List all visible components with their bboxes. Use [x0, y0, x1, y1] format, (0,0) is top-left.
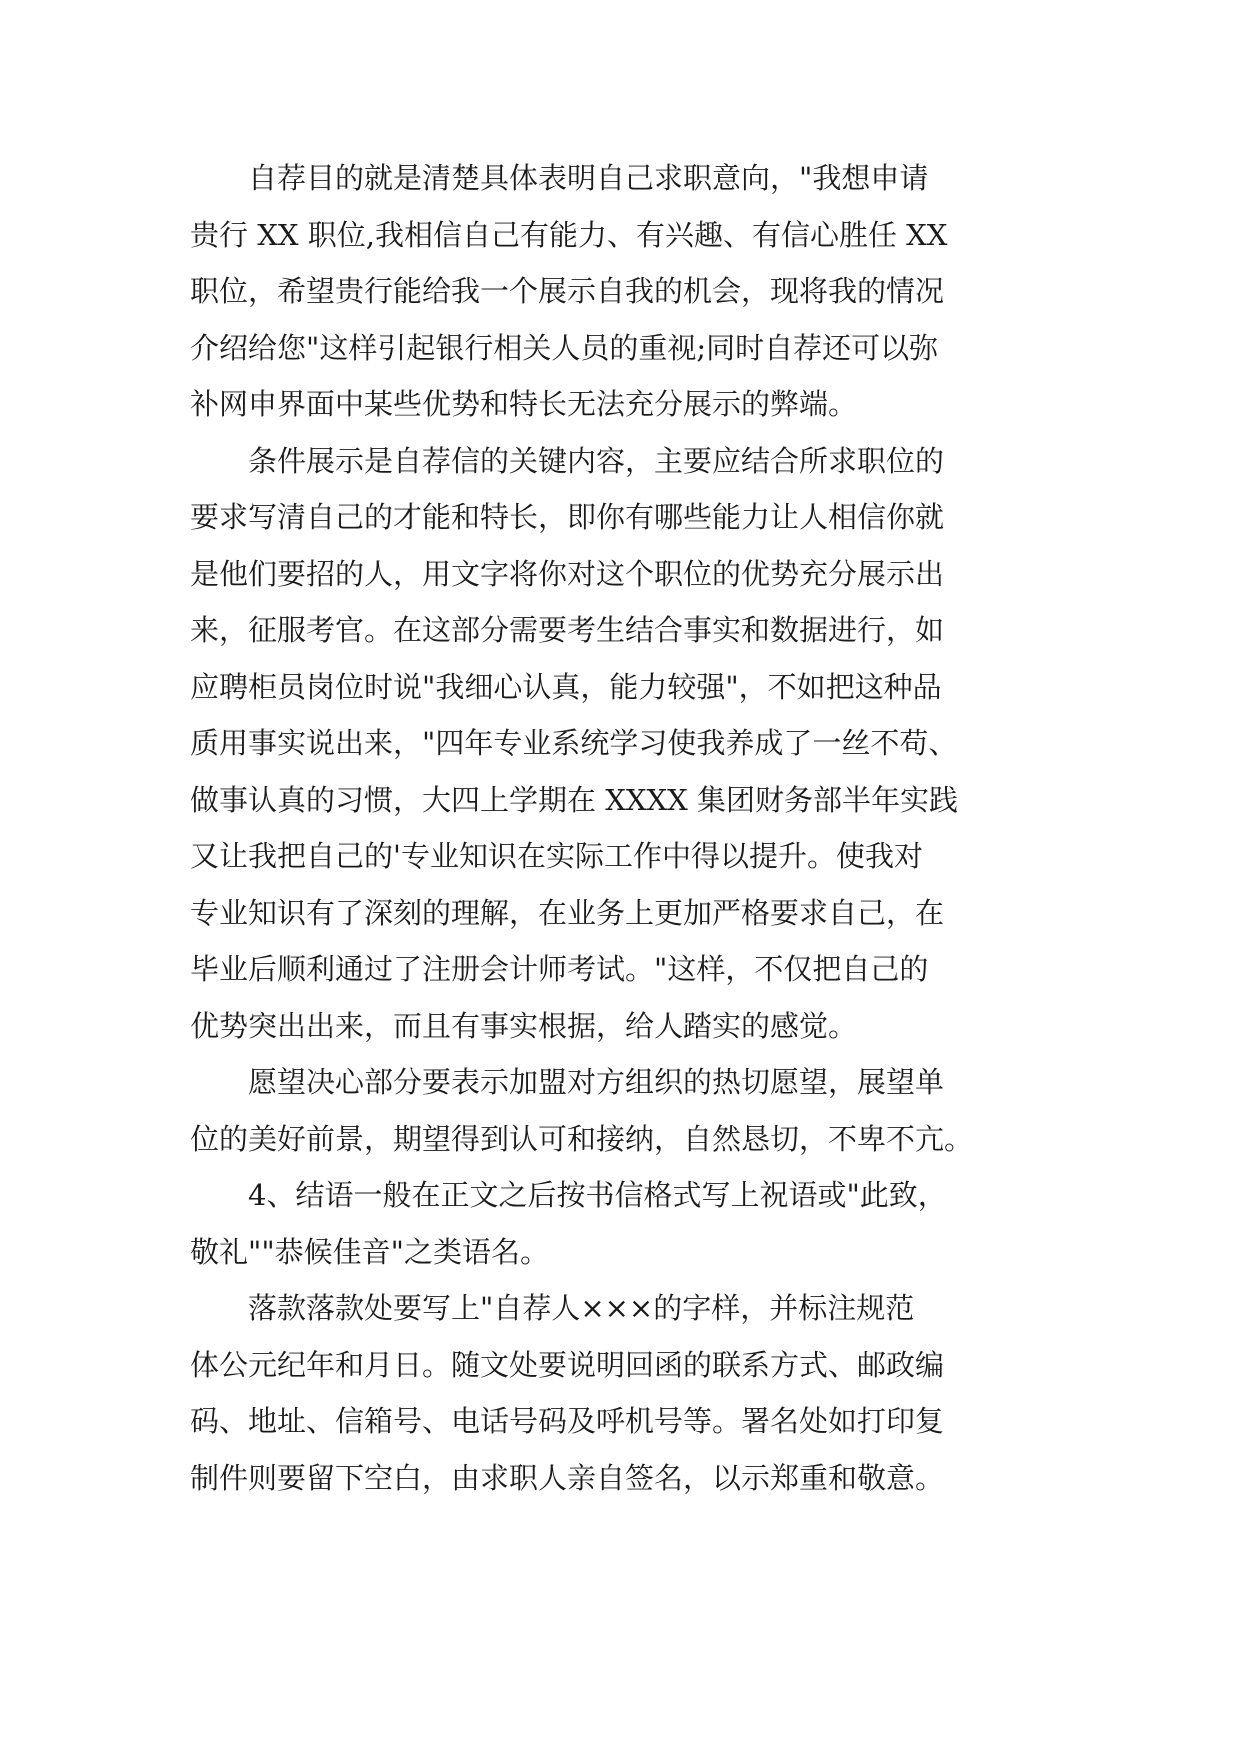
text-line: 来，征服考官。在这部分需要考生结合事实和数据进行，如	[190, 613, 945, 647]
text-line: 做事认真的习惯，大四上学期在 XXXX 集团财务部半年实践	[190, 782, 959, 817]
text-line: 优势突出出来，而且有事实根据，给人踏实的感觉。	[190, 1008, 858, 1043]
text-line: 专业知识有了深刻的理解，在业务上更加严格要求自己，在	[190, 895, 945, 930]
text-line: 介绍给您"这样引起银行相关人员的重视;同时自荐还可以弥	[190, 330, 939, 365]
text-line: 应聘柜员岗位时说"我细心认真，能力较强"，不如把这种品	[190, 669, 942, 704]
text-line: 愿望决心部分要表示加盟对方组织的热切愿望，展望单	[190, 1065, 945, 1099]
text-line: 毕业后顺利通过了注册会计师考试。"这样，不仅把自己的	[190, 952, 929, 986]
text-line: 贵行 XX 职位,我相信自己有能力、有兴趣、有信心胜任 XX	[190, 217, 948, 252]
text-line: 补网申界面中某些优势和特长无法充分展示的弊端。	[190, 387, 858, 421]
body-text	[190, 150, 1070, 1506]
text-line: 职位，希望贵行能给我一个展示自我的机会，现将我的情况	[190, 274, 945, 308]
text-line: 码、地址、信箱号、电话号码及呼机号等。署名处如打印复	[190, 1404, 945, 1438]
text-line: 自荐目的就是清楚具体表明自己求职意向，"我想申请	[190, 161, 929, 195]
text-line: 条件展示是自荐信的关键内容，主要应结合所求职位的	[190, 443, 945, 478]
text-line: 是他们要招的人，用文字将你对这个职位的优势充分展示出	[190, 556, 945, 591]
text-line: 位的美好前景，期望得到认可和接纳，自然恳切，不卑不亢。	[190, 1121, 974, 1156]
text-line: 质用事实说出来，"四年专业系统学习使我养成了一丝不苟、	[190, 726, 958, 760]
text-line: 敬礼""恭候佳音"之类语名。	[190, 1234, 550, 1269]
text-line: 4、结语一般在正文之后按书信格式写上祝语或"此致，	[190, 1178, 947, 1212]
text-line: 落款落款处要写上"自荐人×××的字样，并标注规范	[190, 1291, 915, 1325]
text-line: 要求写清自己的才能和特长，即你有哪些能力让人相信你就	[190, 500, 945, 534]
text-line: 体公元纪年和月日。随文处要说明回函的联系方式、邮政编	[190, 1347, 945, 1382]
text-line: 又让我把自己的'专业知识在实际工作中得以提升。使我对	[190, 839, 923, 873]
text-line: 制件则要留下空白，由求职人亲自签名，以示郑重和敬意。	[190, 1460, 945, 1495]
